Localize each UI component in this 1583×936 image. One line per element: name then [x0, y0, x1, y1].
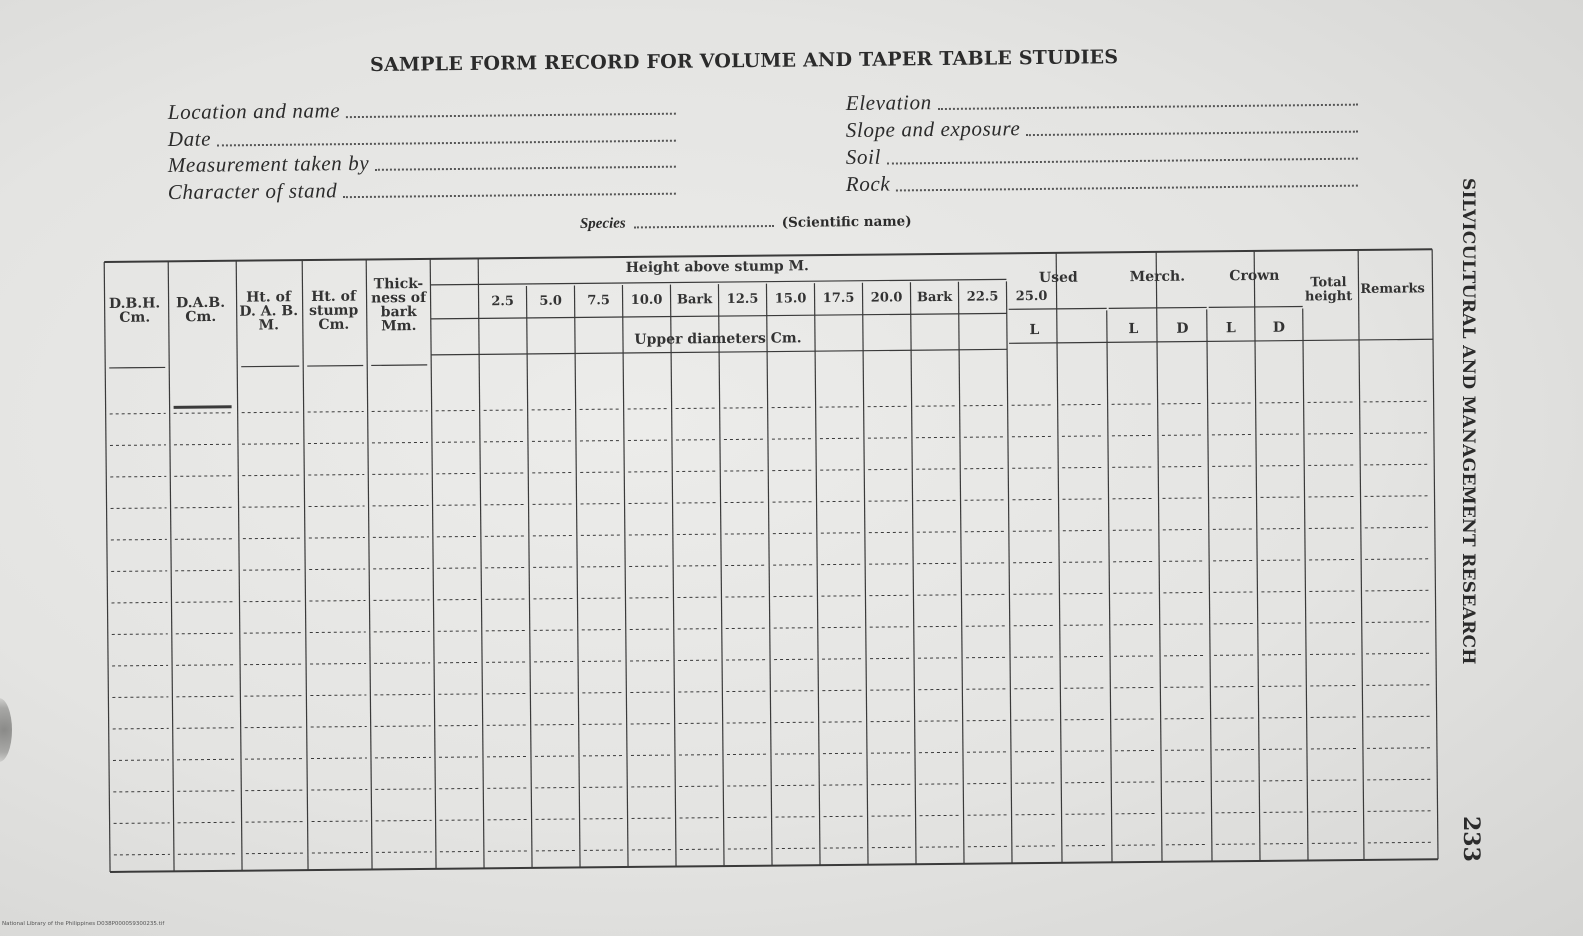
- column-rule: [1006, 281, 1012, 863]
- row-blank-line: [1365, 559, 1431, 560]
- row-blank-line: [310, 664, 366, 665]
- row-blank-line: [309, 506, 365, 507]
- column-rule: [1056, 253, 1062, 863]
- row-blank-line: [246, 822, 304, 823]
- row-blank-line: [309, 569, 365, 570]
- column-rule: [718, 284, 724, 866]
- table-bottom-rule: [110, 859, 1438, 872]
- column-rule: [574, 285, 580, 867]
- row-blank-line: [1365, 496, 1431, 497]
- crown-sub-d: D: [1272, 319, 1286, 336]
- row-blank-line: [244, 664, 302, 665]
- field-date-line[interactable]: [217, 139, 676, 147]
- row-blank-line: [110, 413, 166, 414]
- row-blank-line: [373, 600, 429, 601]
- row-blank-line: [309, 601, 365, 602]
- field-date-label: Date: [167, 126, 212, 152]
- row-blank-line: [178, 822, 238, 823]
- field-measurement: [168, 148, 676, 178]
- height-value: 17.5: [822, 290, 855, 307]
- height-value: 10.0: [630, 292, 663, 308]
- col-dbh-header: D.B.H. Cm.: [108, 295, 161, 326]
- column-rule: [1358, 250, 1364, 860]
- field-slope-line[interactable]: [1026, 130, 1358, 136]
- field-rock: [846, 167, 1358, 197]
- column-rule: [1207, 309, 1212, 861]
- height-value: 15.0: [774, 291, 807, 307]
- row-blank-line: [242, 475, 300, 476]
- row-blank-line: [374, 694, 430, 695]
- row-blank-line: [308, 412, 364, 413]
- row-blank-line: [177, 759, 237, 760]
- column-rule: [526, 286, 532, 868]
- height-value: Bark: [916, 289, 953, 306]
- row-blank-line: [245, 759, 303, 760]
- row-blank-line: [177, 728, 237, 729]
- row-blank-line: [376, 852, 432, 853]
- row-blank-line: [1367, 748, 1433, 749]
- field-slope-label: Slope and exposure: [845, 116, 1021, 143]
- row-blank-line: [114, 823, 170, 824]
- row-blank-line: [244, 633, 302, 634]
- column-rule: [862, 283, 868, 865]
- column-rule: [104, 262, 110, 872]
- height-value: 5.0: [539, 293, 562, 309]
- row-blank-line: [372, 474, 428, 475]
- column-rule: [236, 261, 242, 871]
- dab-underline: [174, 407, 232, 408]
- height-group-header: Height above stump M.: [625, 258, 809, 276]
- height-value: 20.0: [870, 290, 903, 306]
- row-blank-line: [113, 791, 169, 792]
- row-blank-line: [373, 568, 429, 569]
- column-rule: [430, 259, 436, 869]
- col-dab-header: D.A.B. Cm.: [176, 294, 226, 326]
- row-blank-line: [375, 789, 431, 790]
- column-rule: [622, 285, 628, 867]
- species-field: [580, 213, 912, 233]
- field-date: [168, 122, 676, 152]
- row-blank-line: [1368, 842, 1434, 843]
- row-blank-line: [177, 791, 237, 792]
- merch-sub-l: L: [1128, 321, 1139, 338]
- column-rule: [670, 285, 676, 867]
- row-blank-line: [111, 539, 167, 540]
- height-value: 22.5: [966, 289, 999, 305]
- column-rule: [1303, 308, 1308, 860]
- row-blank-line: [114, 854, 170, 855]
- row-blank-line: [312, 821, 368, 822]
- row-blank-line: [244, 696, 302, 697]
- row-blank-line: [176, 633, 236, 634]
- header-underline: [307, 366, 363, 367]
- row-blank-line: [373, 505, 429, 506]
- row-blank-line: [242, 444, 300, 445]
- row-blank-line: [375, 757, 431, 758]
- row-blank-line: [374, 663, 430, 664]
- column-rule: [168, 261, 174, 871]
- row-blank-line: [1366, 685, 1432, 686]
- row-blank-line: [1368, 811, 1434, 812]
- height-group-rule: [430, 279, 1006, 285]
- field-slope: [846, 113, 1358, 143]
- row-blank-line: [246, 853, 304, 854]
- merch-sub-d: D: [1176, 320, 1189, 337]
- height-value: 12.5: [726, 291, 759, 308]
- field-rock-line[interactable]: [896, 184, 1358, 192]
- field-soil-label: Soil: [845, 144, 882, 170]
- sub-header-bottom-rule: [1009, 339, 1433, 343]
- field-soil: [846, 140, 1358, 170]
- field-character-line[interactable]: [343, 192, 676, 198]
- header-underline: [109, 367, 165, 368]
- column-rule: [1254, 251, 1260, 861]
- row-blank-line: [374, 631, 430, 632]
- row-blank-line: [243, 507, 301, 508]
- row-blank-line: [245, 727, 303, 728]
- col-bark-header: Thick-ness of bark Mm.: [370, 275, 427, 335]
- field-measurement-label: Measurement taken by: [167, 150, 370, 178]
- height-value: 2.5: [491, 294, 514, 310]
- field-rock-label: Rock: [845, 171, 891, 197]
- header-underline: [241, 366, 299, 367]
- species-line[interactable]: [634, 225, 774, 228]
- row-blank-line: [175, 602, 235, 603]
- row-blank-line: [243, 570, 301, 571]
- row-blank-line: [310, 695, 366, 696]
- crown-header: Crown: [1229, 267, 1280, 285]
- row-blank-line: [245, 790, 303, 791]
- row-blank-line: [312, 852, 368, 853]
- row-blank-line: [242, 412, 300, 413]
- row-blank-line: [311, 789, 367, 790]
- column-rule: [1432, 249, 1438, 859]
- merch-sub-rule: [1109, 307, 1207, 308]
- row-blank-line: [176, 696, 236, 697]
- record-table: [104, 227, 1440, 885]
- row-blank-line: [175, 507, 235, 508]
- column-rule: [302, 260, 308, 870]
- column-rule: [910, 282, 916, 864]
- field-location-line[interactable]: [346, 112, 676, 118]
- crown-sub-rule: [1209, 306, 1303, 307]
- field-measurement-line[interactable]: [375, 165, 676, 171]
- remarks-header: Remarks: [1360, 281, 1425, 297]
- row-blank-line: [110, 445, 166, 446]
- running-head: SILVICULTURAL AND MANAGEMENT RESEARCH: [1458, 178, 1478, 665]
- page-number: 233: [1458, 816, 1484, 862]
- field-elevation: [846, 86, 1358, 116]
- row-blank-line: [111, 571, 167, 572]
- used-sub-l: L: [1029, 322, 1040, 339]
- row-blank-line: [1364, 433, 1430, 434]
- row-blank-line: [112, 697, 168, 698]
- row-blank-line: [113, 728, 169, 729]
- row-blank-line: [113, 760, 169, 761]
- row-blank-line: [111, 508, 167, 509]
- row-blank-line: [310, 632, 366, 633]
- height-value: 7.5: [587, 293, 610, 309]
- column-rule: [1107, 310, 1112, 862]
- row-blank-line: [112, 634, 168, 635]
- column-rule: [958, 282, 964, 864]
- row-blank-line: [1365, 590, 1431, 591]
- row-blank-line: [243, 538, 301, 539]
- row-blank-line: [308, 443, 364, 444]
- row-blank-line: [1364, 401, 1430, 402]
- upper-diameters-header: Upper diameters Cm.: [634, 330, 802, 348]
- row-blank-line: [372, 411, 428, 412]
- header-underline: [371, 365, 427, 366]
- row-blank-line: [372, 442, 428, 443]
- row-blank-line: [376, 820, 432, 821]
- row-blank-line: [175, 570, 235, 571]
- row-blank-line: [1365, 527, 1431, 528]
- row-blank-line: [112, 665, 168, 666]
- field-elevation-line[interactable]: [938, 103, 1358, 110]
- row-blank-line: [311, 758, 367, 759]
- row-blank-line: [1367, 716, 1433, 717]
- row-blank-line: [110, 476, 166, 477]
- row-blank-line: [1366, 622, 1432, 623]
- used-sub-rule: [1009, 308, 1107, 309]
- column-rule: [1156, 252, 1162, 862]
- row-blank-line: [309, 538, 365, 539]
- height-value: 25.0: [1015, 288, 1048, 305]
- used-header: Used: [1038, 269, 1078, 287]
- scientific-name-label: (Scientific name): [781, 213, 912, 231]
- field-location: [168, 95, 676, 125]
- scan-footer: National Library of the Philippines D038P000059300235.tif: [2, 921, 165, 927]
- row-blank-line: [311, 727, 367, 728]
- row-blank-line: [243, 601, 301, 602]
- field-location-label: Location and name: [167, 98, 341, 125]
- row-blank-line: [175, 539, 235, 540]
- column-rule: [478, 258, 484, 868]
- row-blank-line: [1366, 653, 1432, 654]
- height-value: Bark: [676, 292, 713, 308]
- row-blank-line: [174, 444, 234, 445]
- row-blank-line: [375, 726, 431, 727]
- page-title: SAMPLE FORM RECORD FOR VOLUME AND TAPER TABLE STUDIES: [370, 46, 1119, 76]
- row-blank-line: [176, 665, 236, 666]
- row-blank-line: [1364, 464, 1430, 465]
- column-rule: [766, 284, 772, 866]
- crown-sub-l: L: [1225, 320, 1236, 337]
- row-blank-line: [174, 413, 234, 414]
- row-blank-line: [174, 476, 234, 477]
- row-blank-line: [1367, 779, 1433, 780]
- field-character: [168, 175, 676, 205]
- field-soil-line[interactable]: [887, 157, 1358, 165]
- row-blank-line: [111, 602, 167, 603]
- col-ht-dab-header: Ht. of D. A. B. M.: [239, 289, 299, 334]
- column-rule: [814, 283, 820, 865]
- species-label: Species: [579, 215, 626, 233]
- field-character-label: Character of stand: [167, 178, 338, 205]
- row-blank-line: [308, 475, 364, 476]
- row-blank-line: [178, 854, 238, 855]
- row-blank-line: [373, 537, 429, 538]
- column-rule: [366, 259, 372, 869]
- total-height-header: Total height: [1304, 275, 1353, 305]
- page-edge-shadow: [0, 698, 12, 762]
- col-ht-stump-header: Ht. of stump Cm.: [309, 288, 359, 333]
- field-elevation-label: Elevation: [845, 90, 932, 116]
- merch-header: Merch.: [1129, 268, 1186, 286]
